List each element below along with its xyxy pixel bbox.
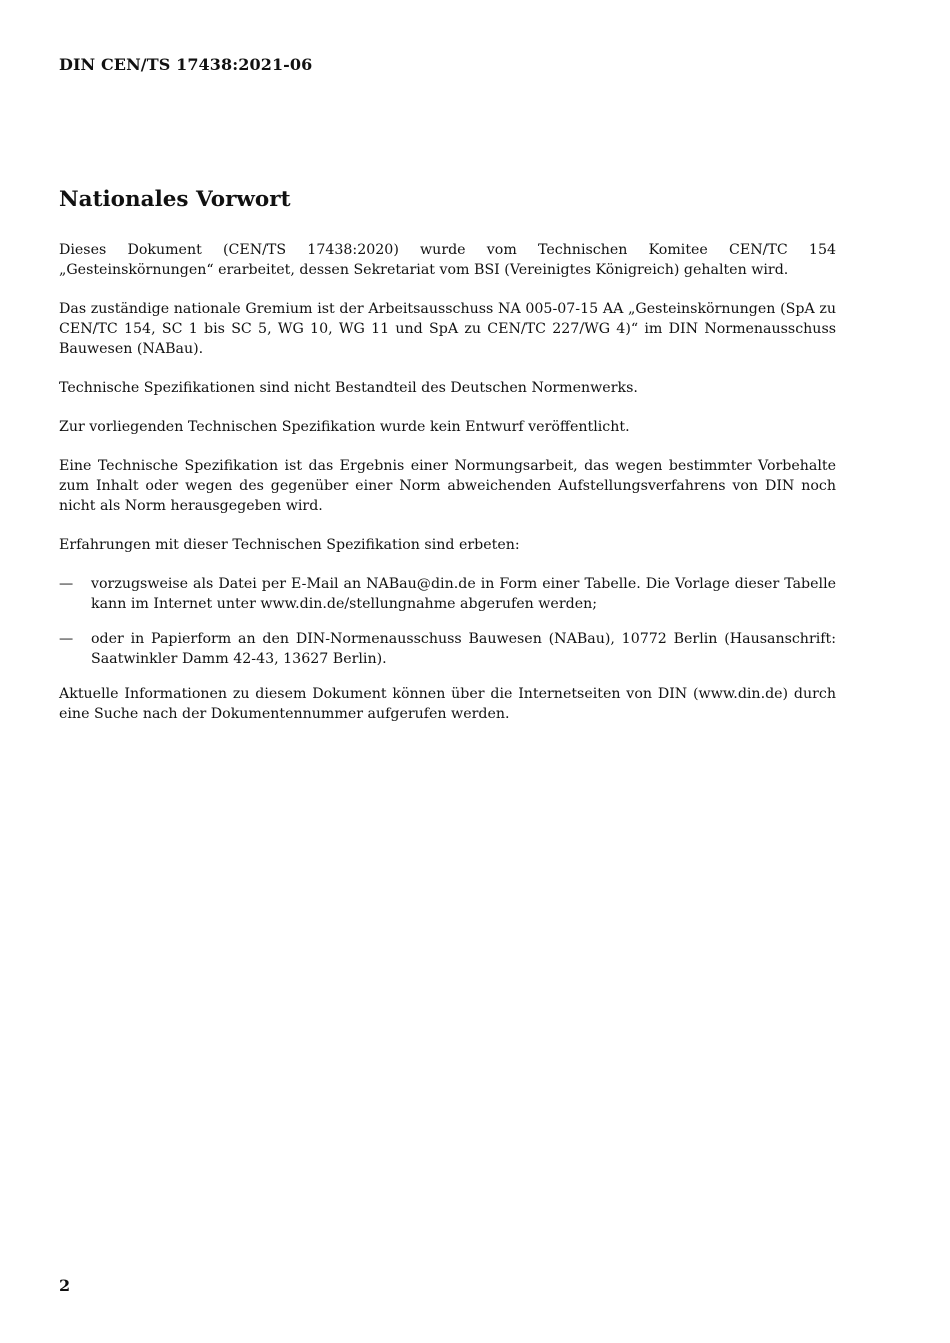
paragraph-not-part-of-standards: Technische Spezifikationen sind nicht Bestandteil des Deutschen Normenwerks.	[59, 380, 638, 396]
paragraph-national-body: Das zuständige nationale Gremium ist der Arbeitsausschuss NA 005-07-15 AA „Gesteinskörnungen (SpA zu CEN/TC 154, SC 1 bis SC 5, WG 10, WG 11 und SpA zu CEN/TC 227/WG 4)“ im DIN Normenausschuss Bauwesen (NABau).	[59, 301, 836, 357]
page-number: 2	[59, 1276, 71, 1295]
page-title: Nationales Vorwort	[59, 187, 291, 212]
document-id-header: DIN CEN/TS 17438:2021-06	[59, 55, 313, 74]
feedback-options-list	[59, 574, 836, 669]
list-dash-marker: —	[59, 576, 74, 592]
foreword-body	[59, 240, 836, 743]
list-dash-marker: —	[59, 631, 74, 647]
paragraph-no-draft: Zur vorliegenden Technischen Spezifikation wurde kein Entwurf veröffentlicht.	[59, 419, 630, 435]
paragraph-definition: Eine Technische Spezifikation ist das Ergebnis einer Normungsarbeit, das wegen bestimmter Vorbehalte zum Inhalt oder wegen des gegenüber einer Norm abweichenden Aufstellungsverfahrens von DIN noch nicht als Norm herausgegeben wird.	[59, 458, 836, 514]
list-item-text: vorzugsweise als Datei per E-Mail an NABau@din.de in Form einer Tabelle. Die Vorlage dieser Tabelle kann im Internet unter www.din.de/stellungnahme abgerufen werden;	[91, 576, 836, 612]
list-item	[59, 629, 836, 669]
list-item	[59, 574, 836, 614]
paragraph-committee: Dieses Dokument (CEN/TS 17438:2020) wurde vom Technischen Komitee CEN/TC 154 „Gesteinskörnungen“ erarbeitet, dessen Sekretariat vom BSI (Vereinigtes Königreich) gehalten wird.	[59, 242, 836, 278]
list-item-text: oder in Papierform an den DIN-Normenausschuss Bauwesen (NABau), 10772 Berlin (Hausanschrift: Saatwinkler Damm 42-43, 13627 Berlin).	[91, 631, 836, 667]
paragraph-feedback-request: Erfahrungen mit dieser Technischen Spezifikation sind erbeten:	[59, 537, 520, 553]
paragraph-closing: Aktuelle Informationen zu diesem Dokument können über die Internetseiten von DIN (www.din.de) durch eine Suche nach der Dokumentennummer aufgerufen werden.	[59, 686, 836, 722]
